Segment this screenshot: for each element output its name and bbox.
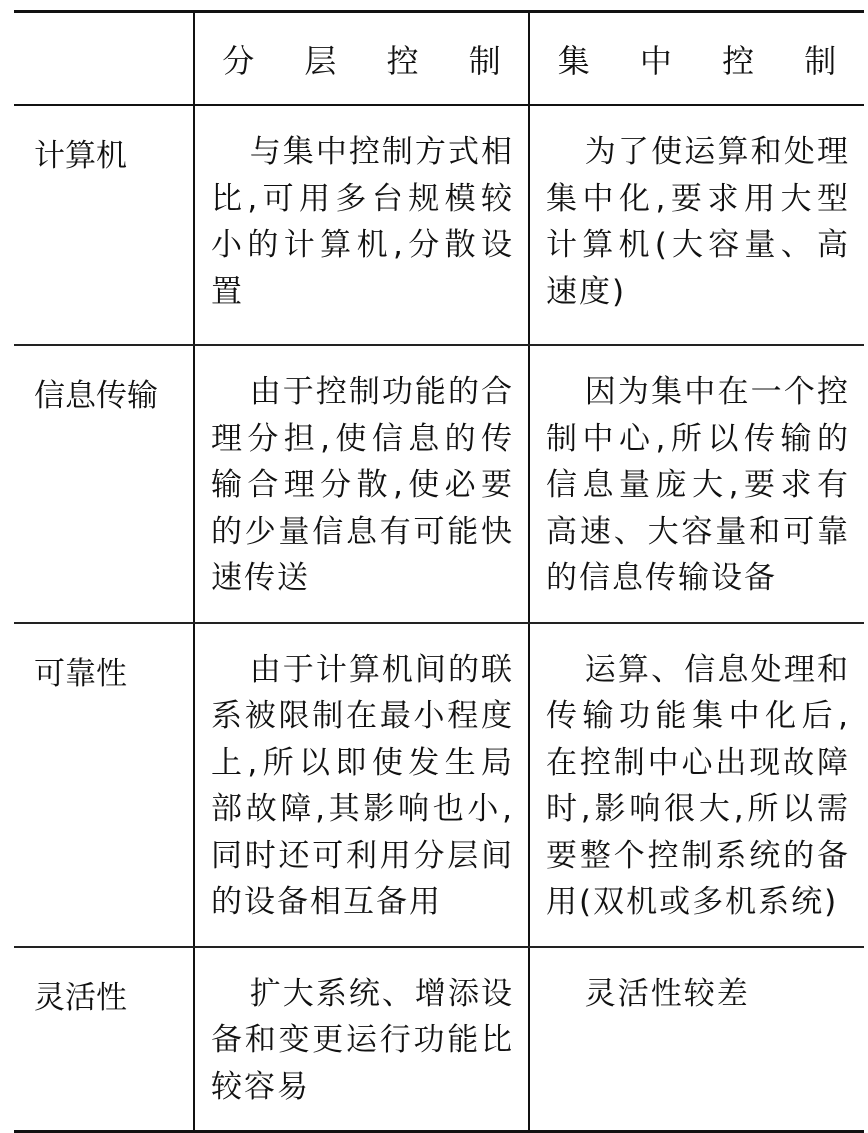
- centralized-text: 因为集中在一个控制中心,所以传输的信息量庞大,要求有高速、大容量和可靠的信息传输设备: [546, 374, 850, 596]
- row-label-cell: [14, 623, 194, 947]
- centralized-cell: [529, 345, 864, 623]
- row-label-cell: [14, 345, 194, 623]
- centralized-cell: [529, 105, 864, 345]
- table-row: [14, 623, 864, 947]
- layered-text: 由于计算机间的联系被限制在最小程度上,所以即使发生局部故障,其影响也小,同时还可利用分层间的设备相互备用: [211, 651, 514, 920]
- centralized-cell: [529, 947, 864, 1132]
- row-label: 计算机: [34, 138, 127, 174]
- centralized-text: 运算、信息处理和传输功能集中化后,在控制中心出现故障时,影响很大,所以需要整个控制系统的备用(双机或多机系统): [546, 651, 850, 920]
- row-label: 信息传输: [34, 378, 158, 414]
- layered-cell: [194, 345, 529, 623]
- header-empty-cell: [14, 12, 194, 106]
- row-label-cell: [14, 947, 194, 1132]
- row-label-cell: [14, 105, 194, 345]
- header-centralized-control: 集 中 控 制: [529, 12, 864, 106]
- table-row: [14, 345, 864, 623]
- row-label: 灵活性: [34, 979, 127, 1016]
- row-label: 可靠性: [34, 655, 127, 692]
- layered-text: 与集中控制方式相比,可用多台规模较小的计算机,分散设置: [211, 134, 514, 310]
- header-layered-control: 分 层 控 制: [194, 12, 529, 106]
- table-header-row: [14, 12, 864, 106]
- centralized-text: 为了使运算和处理集中化,要求用大型计算机(大容量、高速度): [546, 134, 850, 310]
- table-row: [14, 947, 864, 1132]
- layered-cell: [194, 947, 529, 1132]
- layered-text: 扩大系统、增添设备和变更运行功能比较容易: [211, 975, 514, 1105]
- table-row: [14, 105, 864, 345]
- centralized-text: 灵活性较差: [584, 975, 750, 1012]
- layered-text: 由于控制功能的合理分担,使信息的传输合理分散,使必要的少量信息有可能快速传送: [211, 374, 514, 596]
- comparison-table: [14, 10, 864, 1133]
- layered-cell: [194, 105, 529, 345]
- layered-cell: [194, 623, 529, 947]
- centralized-cell: [529, 623, 864, 947]
